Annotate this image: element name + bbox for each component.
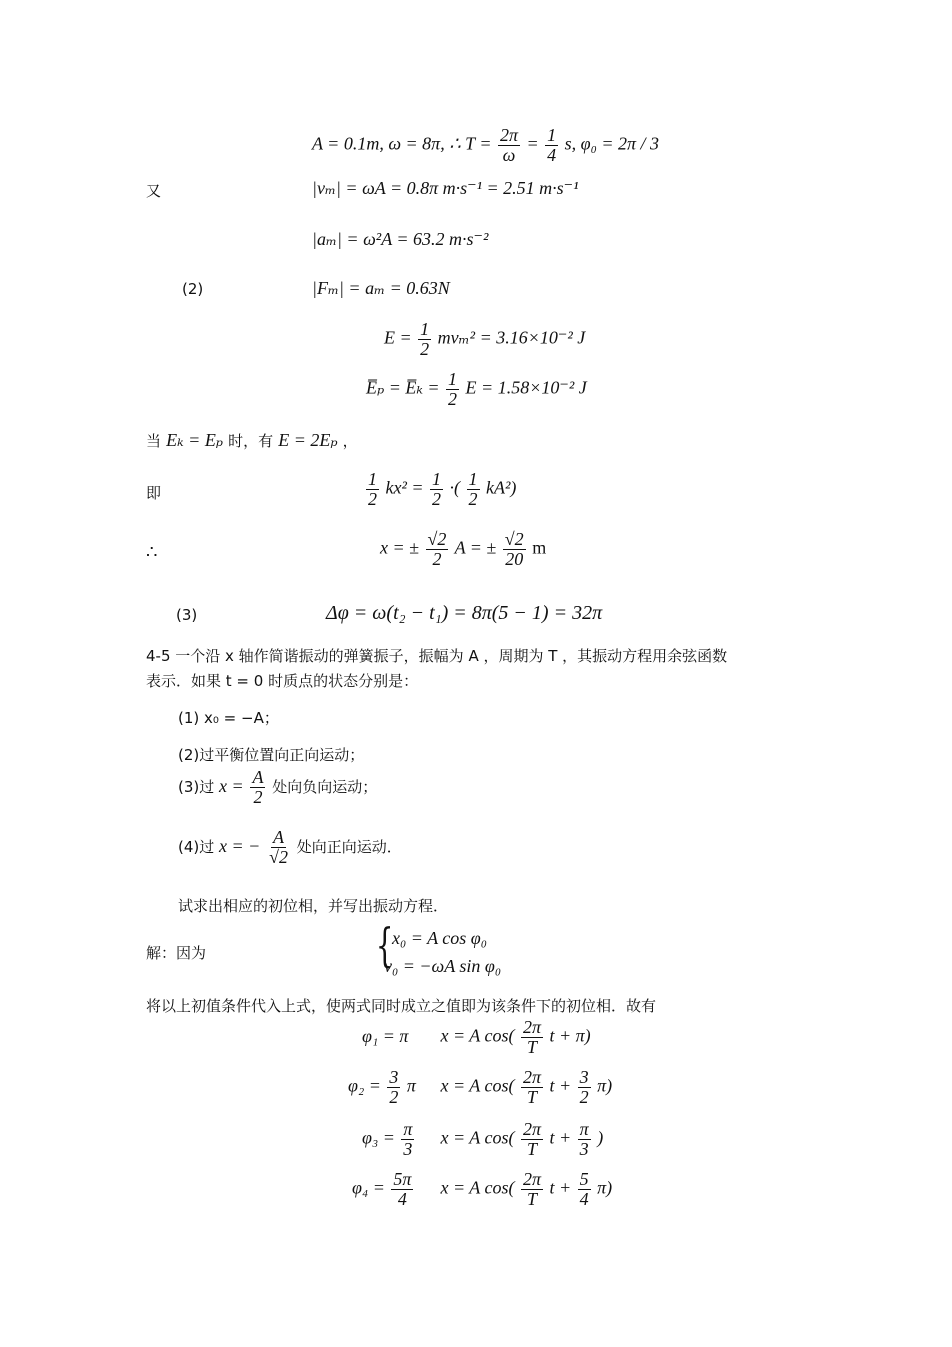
numerator: 1 [420, 319, 430, 339]
label-you: 又 [146, 182, 162, 200]
math: Eₖ = Eₚ [166, 430, 224, 450]
pi: π [406, 1075, 416, 1096]
fraction [401, 1120, 414, 1159]
eq-vmax: |vₘ| = ωA = 0.8π m·s⁻¹ = 2.51 m·s⁻¹ [312, 178, 579, 198]
math: E = 2Eₚ [278, 430, 338, 450]
fraction [521, 1170, 543, 1209]
fraction [430, 470, 443, 509]
numerator: 1 [468, 469, 478, 489]
fraction [267, 828, 290, 867]
fraction [498, 126, 520, 165]
problem-line-2: 表示．如果 t = 0 时质点的状态分别是： [146, 672, 419, 690]
question-ask: 试求出相应的初位相，并写出振动方程． [178, 897, 449, 915]
numerator: √2 [504, 529, 524, 549]
unit: m [532, 537, 547, 558]
denominator: 2 [420, 338, 430, 359]
denominator: ω [502, 144, 516, 165]
fraction [578, 1068, 591, 1107]
eq-energy-right: mvₘ² = 3.16×10⁻² J [437, 327, 586, 348]
denominator: 2 [432, 548, 442, 569]
end: kA²) [486, 477, 517, 498]
denominator: 4 [547, 144, 557, 165]
numerator: 1 [368, 469, 377, 489]
eq-left: x = A cos( [440, 1025, 515, 1046]
answer-1 [362, 1018, 591, 1057]
text: (4)过 [178, 837, 215, 856]
eq-right: ) [597, 1127, 604, 1148]
fraction [521, 1018, 543, 1057]
numerator: 1 [448, 369, 458, 389]
answer-4 [352, 1170, 612, 1209]
eq-amax: |aₘ| = ω²A = 63.2 m·s⁻² [312, 229, 489, 249]
math: x = [219, 775, 244, 796]
numerator: 2π [522, 1119, 541, 1139]
eq-mid: t + [549, 1075, 572, 1096]
eq-right: π) [597, 1177, 613, 1198]
phi-group [352, 1170, 436, 1209]
case-4 [178, 828, 402, 867]
conclusion-line: 将以上初值条件代入上式，使两式同时成立之值即为该条件下的初位相．故有 [146, 997, 657, 1015]
denominator: 2 [579, 1086, 589, 1107]
eq-right: t + π) [549, 1025, 591, 1046]
numerator: 3 [389, 1067, 399, 1087]
case-2: (2)过平衡位置向正向运动； [178, 746, 365, 764]
denominator: √2 [269, 846, 288, 867]
denominator: 4 [579, 1188, 589, 1209]
label-part-2: (2) [182, 280, 204, 298]
denominator: 2 [253, 786, 263, 807]
fraction [521, 1068, 543, 1107]
equals: = [526, 133, 539, 154]
numerator: 1 [547, 125, 557, 145]
numerator: 5 [579, 1169, 589, 1189]
eq-fmax: |Fₘ| = aₘ = 0.63N [312, 278, 450, 298]
numerator: √2 [427, 529, 447, 549]
answer-3 [362, 1120, 603, 1159]
numerator: A [273, 827, 285, 847]
fraction [387, 1068, 400, 1107]
eq-mid: t + [549, 1177, 572, 1198]
denominator: T [526, 1036, 537, 1057]
fraction [366, 470, 379, 509]
eq-mean-energy [366, 370, 587, 409]
numerator: 2π [522, 1169, 541, 1189]
eq-left: x = A cos( [440, 1177, 515, 1198]
denominator: T [526, 1086, 537, 1107]
text: 时，有 [228, 432, 274, 450]
eq-energy-left: E = [384, 327, 412, 348]
numerator: 1 [432, 469, 442, 489]
fraction [578, 1120, 591, 1159]
phi: φ₁ = π [362, 1025, 409, 1046]
text: 当 [146, 432, 162, 450]
fraction [521, 1120, 543, 1159]
fraction [545, 126, 558, 165]
denominator: 4 [397, 1188, 407, 1209]
mid: kx² = [385, 477, 424, 498]
condition-line [146, 430, 358, 451]
label-ji: 即 [146, 484, 162, 502]
numerator: 2π [499, 125, 519, 145]
fraction [418, 320, 431, 359]
case-3 [178, 768, 377, 807]
eq-right: π) [597, 1075, 613, 1096]
eq-phase-diff: Δφ = ω(t₂ − t₁) = 8π(5 − 1) = 32π [326, 602, 603, 624]
text: ， [342, 432, 358, 450]
fraction [446, 370, 459, 409]
eq-mean-energy-right: E = 1.58×10⁻² J [465, 377, 587, 398]
eq-energy [384, 320, 585, 359]
numerator: π [579, 1119, 589, 1139]
denominator: T [526, 1138, 537, 1159]
solution-label: 解：因为 [146, 944, 207, 962]
dot: ·( [449, 477, 461, 498]
denominator: 3 [579, 1138, 589, 1159]
denominator: 3 [403, 1138, 413, 1159]
denominator: T [526, 1188, 537, 1209]
fraction [426, 530, 449, 569]
denominator: 2 [368, 488, 377, 509]
denominator: 20 [505, 548, 524, 569]
fraction [503, 530, 526, 569]
math: x = − [219, 835, 261, 856]
eq-position [380, 530, 546, 569]
fraction [250, 768, 265, 807]
numerator: π [403, 1119, 413, 1139]
fraction [391, 1170, 413, 1209]
numerator: A [252, 767, 264, 787]
text: 处向负向运动； [272, 777, 378, 796]
text: (3)过 [178, 777, 215, 796]
phi-group [362, 1120, 436, 1159]
numerator: 3 [579, 1067, 589, 1087]
eq-mean-energy-left: E̅ₚ = E̅ₖ = [366, 377, 440, 398]
text: 处向正向运动． [296, 837, 402, 856]
brace-icon: { [375, 918, 394, 972]
mid: A = ± [454, 537, 497, 558]
eq-period [312, 126, 659, 165]
eq-kinetic-potential [364, 470, 516, 509]
phi: φ₃ = [362, 1127, 395, 1148]
phi-group [348, 1068, 436, 1107]
fraction [467, 470, 480, 509]
eq-period-right: s, φ₀ = 2π / 3 [564, 133, 660, 154]
label-part-3: (3) [176, 606, 198, 624]
system-eq-2: v₀ = −ωA sin φ₀ [384, 956, 502, 976]
numerator: 2π [522, 1017, 541, 1037]
problem-line-1: 4-5 一个沿 x 轴作简谐振动的弹簧振子，振幅为 A ，周期为 T ，其振动方程用余弦函数 [146, 647, 728, 665]
phi: φ₂ = [348, 1075, 381, 1096]
answer-2 [348, 1068, 612, 1107]
denominator: 2 [448, 388, 458, 409]
denominator: 2 [432, 488, 442, 509]
eq-period-left: A = 0.1m, ω = 8π, ∴ T = [312, 133, 492, 154]
eq-left: x = A cos( [440, 1075, 515, 1096]
numerator: 5π [393, 1169, 412, 1189]
system-eq-1: x₀ = A cos φ₀ [392, 928, 487, 948]
eq-left: x = A cos( [440, 1127, 515, 1148]
left: x = ± [380, 537, 420, 558]
denominator: 2 [468, 488, 478, 509]
fraction [578, 1170, 591, 1209]
numerator: 2π [522, 1067, 541, 1087]
phi: φ₄ = [352, 1177, 385, 1198]
therefore-symbol: ∴ [146, 542, 158, 562]
eq-mid: t + [549, 1127, 572, 1148]
denominator: 2 [389, 1086, 399, 1107]
case-1: (1) x₀ = −A； [178, 709, 279, 727]
